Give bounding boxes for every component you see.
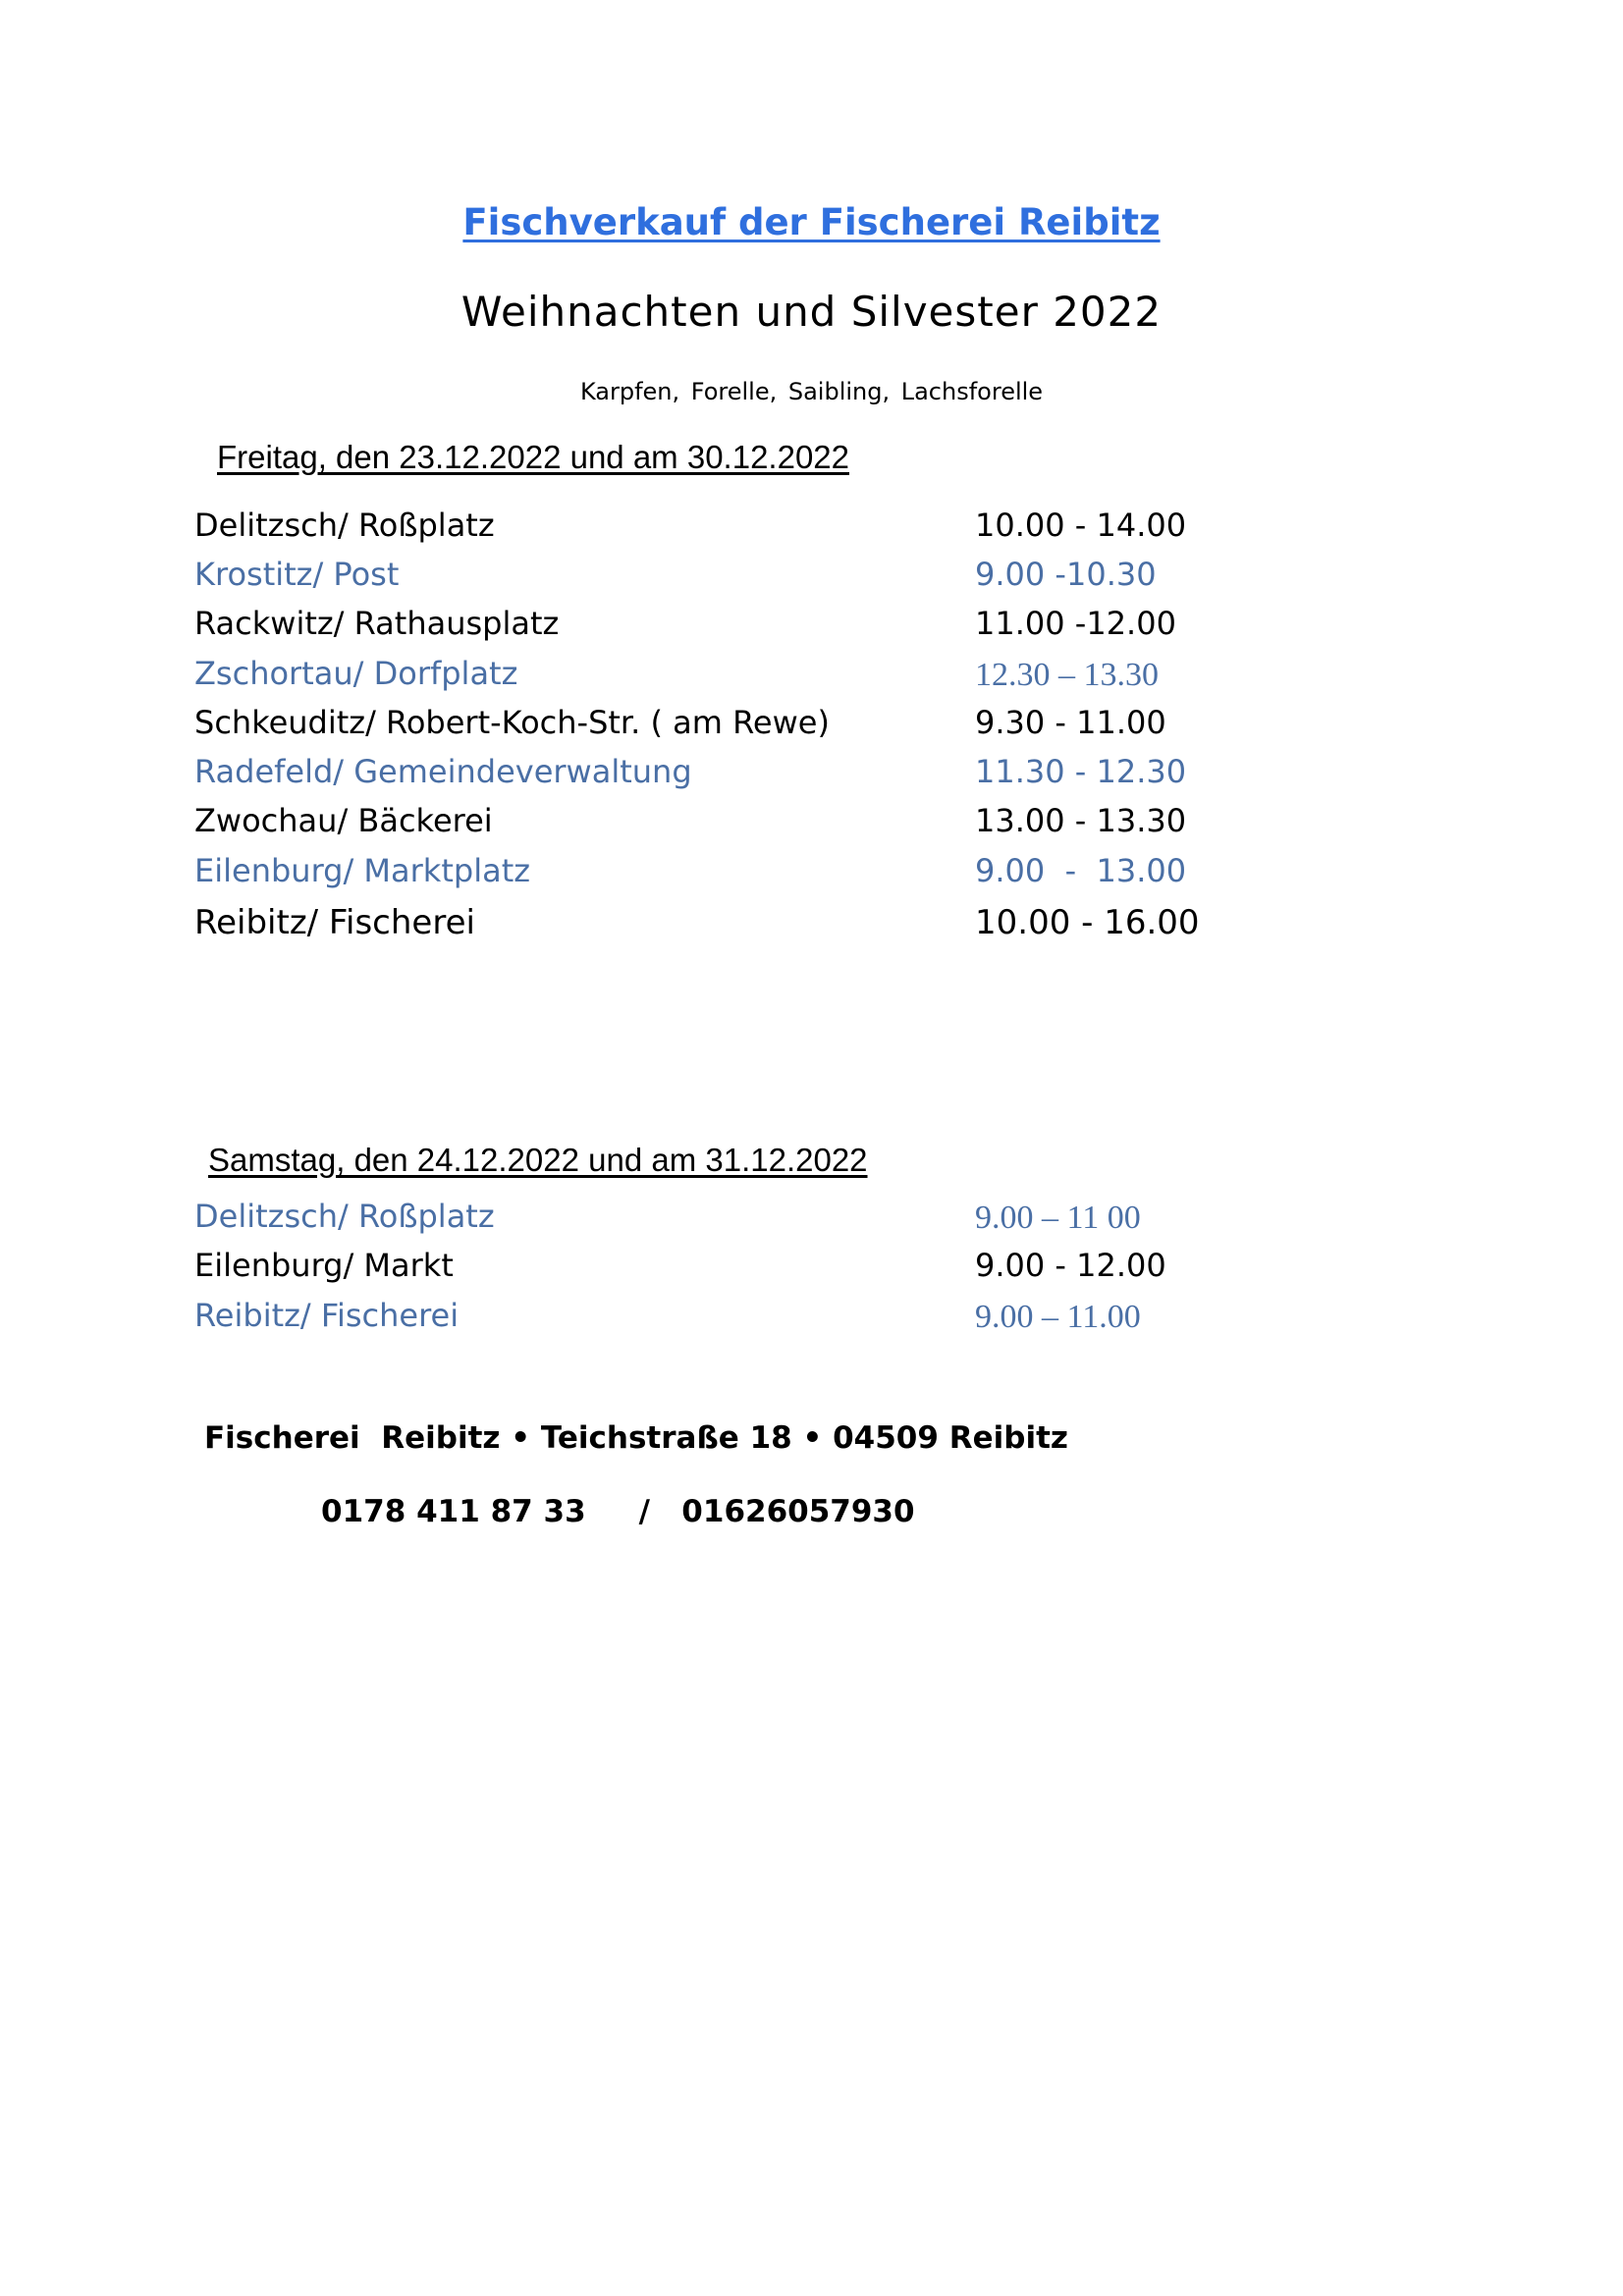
time-label: 11.30 - 12.30 xyxy=(975,753,1187,790)
location-label: Eilenburg/ Markt xyxy=(194,1247,454,1284)
friday-heading: Freitag, den 23.12.2022 und am 30.12.2022 xyxy=(217,439,849,475)
time-label: 9.00 – 11 00 xyxy=(975,1200,1141,1236)
location-label: Schkeuditz/ Robert-Koch-Str. ( am Rewe) xyxy=(194,704,830,741)
time-label: 9.00 - 13.00 xyxy=(975,852,1187,889)
schedule-row xyxy=(0,802,1623,845)
time-label: 9.00 – 11.00 xyxy=(975,1299,1141,1335)
location-label: Reibitz/ Fischerei xyxy=(194,903,475,942)
location-label: Eilenburg/ Marktplatz xyxy=(194,852,531,889)
location-label: Reibitz/ Fischerei xyxy=(194,1297,460,1334)
schedule-row xyxy=(0,1247,1623,1290)
schedule-row xyxy=(0,605,1623,648)
location-label: Zwochau/ Bäckerei xyxy=(194,802,493,839)
page-title: Fischverkauf der Fischerei Reibitz xyxy=(462,201,1161,243)
time-label: 13.00 - 13.30 xyxy=(975,802,1187,839)
address-line: Fischerei Reibitz • Teichstraße 18 • 04509 Reibitz xyxy=(204,1420,1068,1456)
schedule-row xyxy=(0,903,1623,946)
page-subtitle: Weihnachten und Silvester 2022 xyxy=(460,288,1163,336)
time-label: 10.00 - 14.00 xyxy=(975,507,1187,544)
fish-types: Karpfen, Forelle, Saibling, Lachsforelle xyxy=(579,378,1044,405)
schedule-row xyxy=(0,507,1623,550)
time-label: 10.00 - 16.00 xyxy=(975,903,1200,942)
schedule-row xyxy=(0,852,1623,895)
location-label: Rackwitz/ Rathausplatz xyxy=(194,605,560,642)
location-label: Delitzsch/ Roßplatz xyxy=(194,1198,495,1235)
time-label: 9.00 -10.30 xyxy=(975,556,1157,593)
time-label: 9.30 - 11.00 xyxy=(975,704,1166,741)
schedule-row xyxy=(0,1198,1623,1241)
schedule-row xyxy=(0,655,1623,698)
time-label: 9.00 - 12.00 xyxy=(975,1247,1166,1284)
location-label: Radefeld/ Gemeindeverwaltung xyxy=(194,753,692,790)
time-label: 11.00 -12.00 xyxy=(975,605,1176,642)
schedule-row xyxy=(0,556,1623,599)
time-label: 12.30 – 13.30 xyxy=(975,657,1159,693)
location-label: Delitzsch/ Roßplatz xyxy=(194,507,495,544)
phone-numbers: 0178 411 87 33 / 01626057930 xyxy=(321,1494,915,1529)
schedule-row xyxy=(0,704,1623,747)
location-label: Zschortau/ Dorfplatz xyxy=(194,655,518,692)
saturday-heading: Samstag, den 24.12.2022 und am 31.12.2022 xyxy=(208,1142,868,1178)
schedule-row xyxy=(0,753,1623,796)
schedule-row xyxy=(0,1297,1623,1340)
location-label: Krostitz/ Post xyxy=(194,556,400,593)
